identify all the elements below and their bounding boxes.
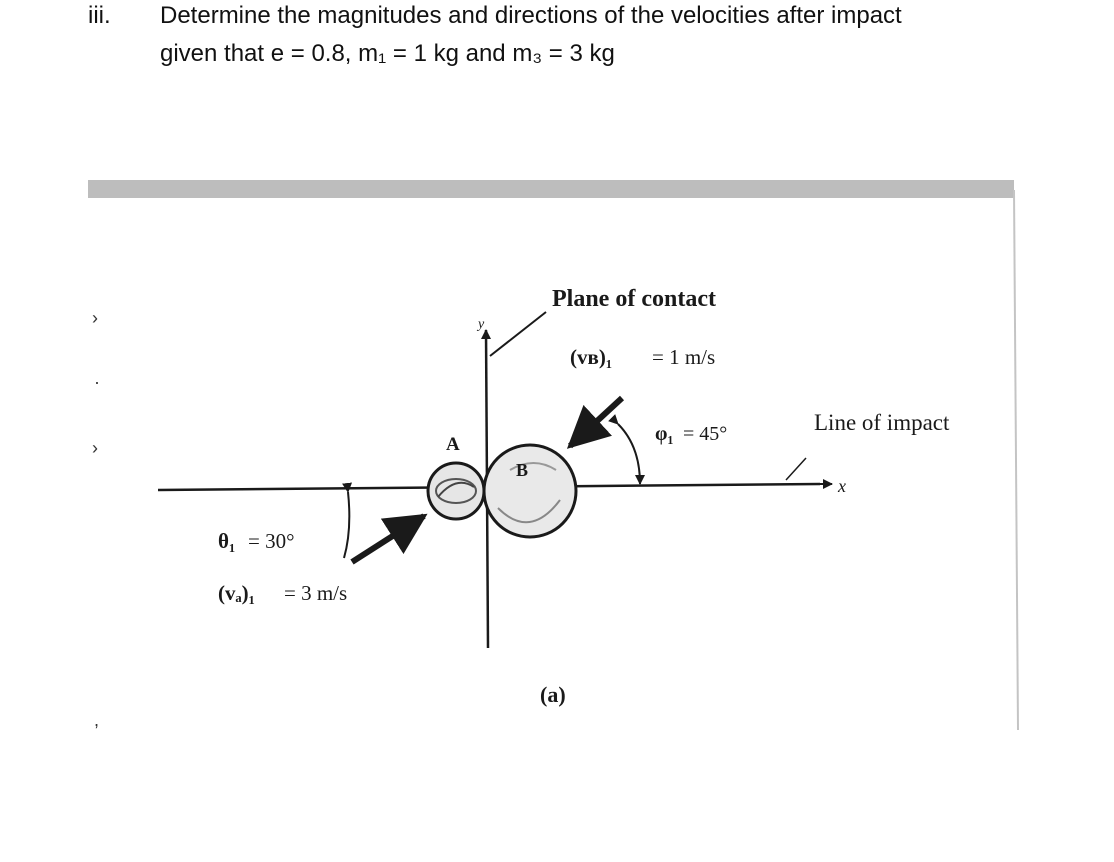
figure-top-border [88, 180, 1014, 198]
question-number: iii. [88, 2, 111, 29]
margin-mark: › [92, 308, 98, 328]
margin-mark: · [94, 372, 100, 392]
theta-value: = 30° [248, 529, 295, 553]
theta-angle-arc [344, 492, 349, 558]
figure-caption: (a) [540, 682, 566, 707]
ball-a [428, 463, 484, 519]
phi-angle-arc [618, 424, 640, 484]
theta-label: θ₁ [218, 529, 236, 553]
phi-value: = 45° [683, 423, 728, 445]
phi-label: φ₁ [655, 423, 674, 445]
margin-mark: , [94, 710, 100, 730]
velocity-a-label: (vₐ)₁ [218, 581, 255, 605]
velocity-b-label: (vʙ)₁ [570, 345, 613, 369]
velocity-b-value: = 1 m/s [652, 345, 716, 369]
velocity-a-arrow [352, 516, 424, 562]
line-of-impact-label: Line of impact [814, 410, 950, 435]
y-axis-label: y [478, 317, 485, 332]
x-axis-label: x [838, 476, 846, 496]
question-text-line-1: Determine the magnitudes and directions of the velocities after impact [160, 2, 902, 29]
ball-b-label: B [516, 460, 529, 480]
velocity-a-value: = 3 m/s [284, 581, 348, 605]
figure-right-border [1014, 190, 1018, 730]
line-of-impact-leader [786, 458, 806, 480]
margin-mark: › [92, 438, 98, 458]
question-text-line-2: given that e = 0.8, m₁ = 1 kg and m₃ = 3 kg [160, 40, 615, 67]
velocity-b-arrow [570, 398, 622, 446]
ball-a-label: A [446, 434, 460, 455]
plane-of-contact-label: Plane of contact [552, 286, 716, 312]
plane-of-contact-leader [490, 312, 546, 356]
ball-b [484, 445, 576, 537]
